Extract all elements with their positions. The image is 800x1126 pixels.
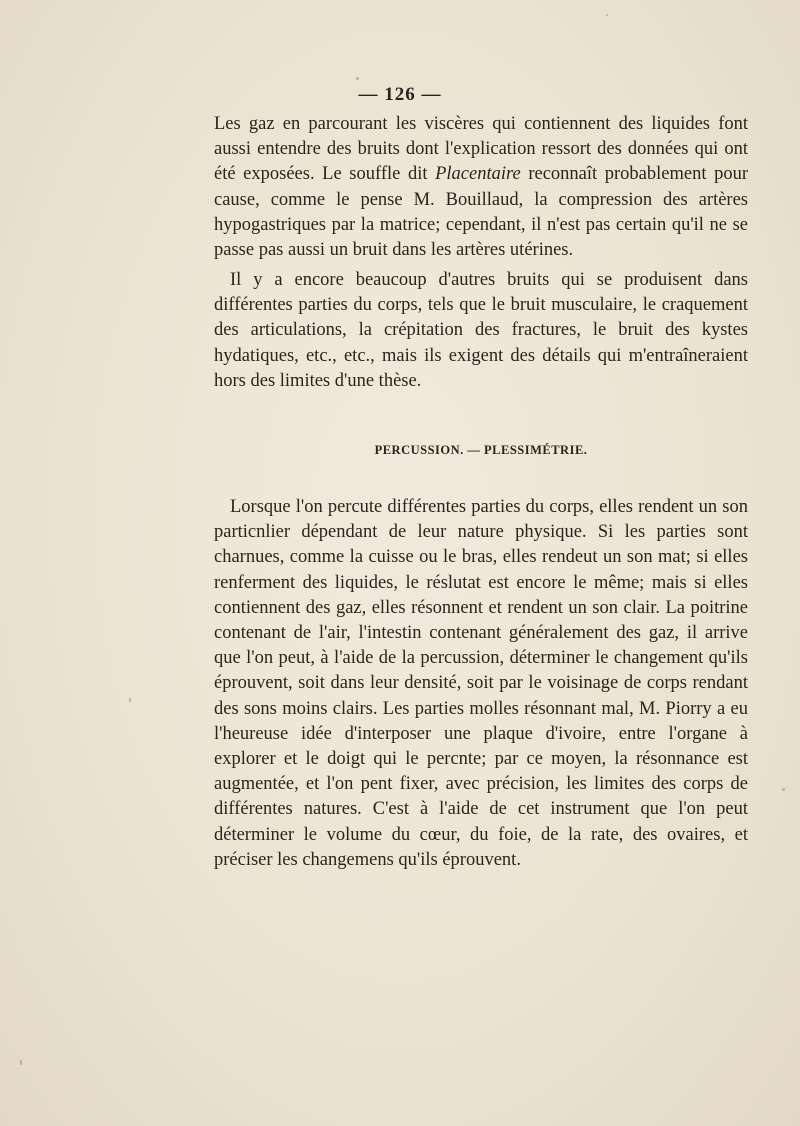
paper-speck [129, 698, 131, 702]
paragraph-percussion [214, 495, 748, 873]
paper-speck [606, 14, 608, 16]
paper-speck [782, 788, 785, 791]
page-number: — 126 — [358, 84, 442, 105]
paragraph-1-text [214, 112, 748, 263]
placentaire-italic: Placentaire [435, 164, 521, 185]
paragraph-2-text: Il y a encore beaucoup d'autres bruits qui se produisent dans différentes parties du corps, tels que le bruit musculaire, le craquement des articulations, la crépitation des fractures, le bruit des kystes hydatiques, etc., etc., mais ils exigent des détails qui m'entraîneraient hors des limites d'une thèse. [214, 270, 748, 391]
paragraph-other-sounds [214, 268, 748, 394]
paragraph-gas-sounds [214, 112, 748, 263]
paragraph-1-part-a: Les gaz en parcourant les viscères qui contiennent des liquides font aussi entendre des bruits dont l'explication ressort des données qui ont été exposées. Le souffle dit [214, 114, 748, 185]
paragraph-1-part-b: reconnaît probablement pour cause, comme le pense M. Bouillaud, la compression des artères hypogastriques par la matrice; cependant, il n'est pas certain qu'il ne se passe pas aussi un bruit dans les artères utérines. [214, 164, 748, 261]
paper-speck [20, 1060, 22, 1065]
paragraph-3-text: Lorsque l'on percute différentes parties du corps, elles rendent un son particnlier dépendant de leur nature physique. Si les parties sont charnues, comme la cuisse ou le bras, elles rendeut un son mat; si elles renferment des liquides, le réslutat est encore le même; mais si elles contiennent des gaz, elles résonnent et rendent un son clair. La poitrine contenant de l'air, l'intestin contenant généralement des gaz, il arrive que l'on peut, à l'aide de la percussion, déterminer le changement qu'ils éprouvent, soit dans leur densité, soit par le voisinage de corps rendant des sons moins clairs. Les parties molles résonnant mal, M. Piorry a eu l'heureuse idée d'interposer une plaque d'ivoire, entre l'organe à explorer et le doigt qui le percnte; par ce moyen, la résonnance est augmentée, et l'on pent fixer, avec précision, les limites des corps de différentes natures. C'est à l'aide de cet instrument que l'on peut déterminer le volume du cœur, du foie, de la rate, des ovaires, et préciser les changemens qu'ils éprouvent. [214, 497, 748, 870]
section-heading: PERCUSSION. — PLESSIMÉTRIE. [374, 443, 588, 457]
paper-speck [356, 77, 359, 80]
